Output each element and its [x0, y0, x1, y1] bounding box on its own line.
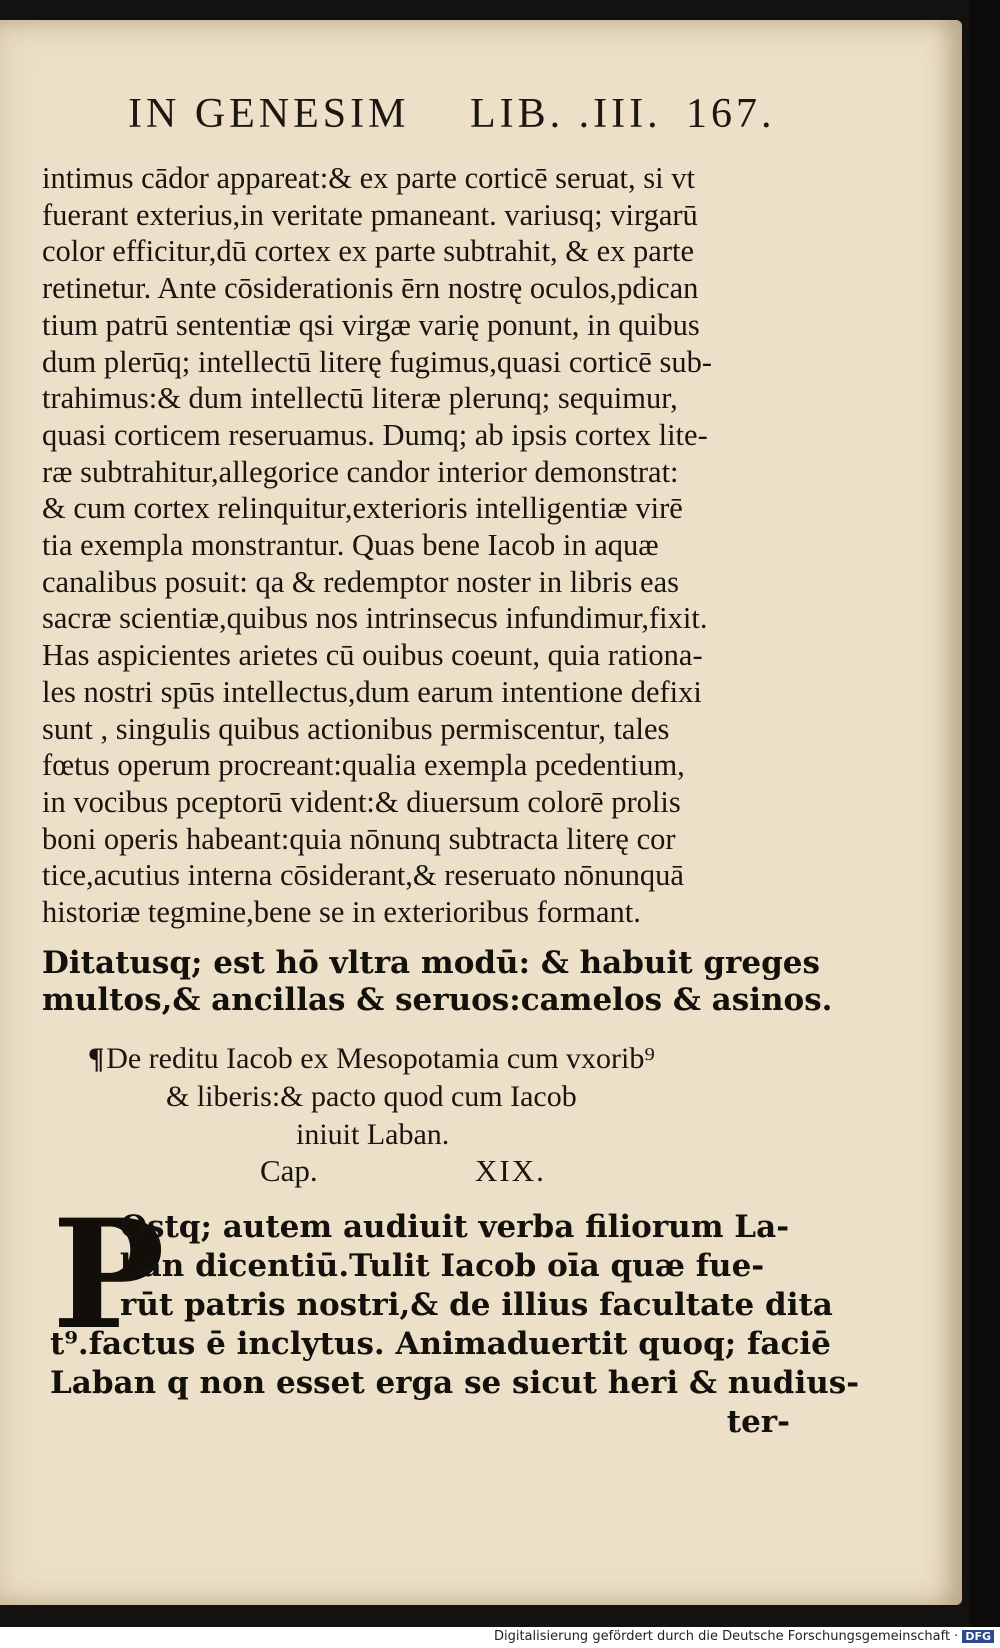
text-line: boni operis habeant:quia nōnunq subtracta literę cor: [42, 821, 676, 856]
text-line: tia exempla monstrantur. Quas bene Iacob in aquæ: [42, 528, 659, 563]
heading-line-3: iniuit Laban.: [296, 1118, 450, 1151]
text-line: les nostri spūs intellectus,dum earum intentione defixi: [42, 674, 702, 709]
digitization-credit: [494, 1629, 994, 1644]
pilcrow-icon: ¶: [88, 1042, 105, 1075]
verse-line: multos,& ancillas & seruos:camelos & asinos.: [42, 982, 833, 1018]
heading-text: De reditu Iacob ex Mesopotamia cum vxorib⁹: [106, 1042, 655, 1075]
text-line: tium patrū sententiæ qsi virgæ varię ponunt, in quibus: [42, 307, 700, 342]
heading-line-1: [88, 1040, 655, 1078]
text-line: sacræ scientiæ,quibus nos intrinsecus infundimur,fixit.: [42, 601, 708, 636]
text-line: in vocibus pceptorū vident:& diuersum colorē prolis: [42, 784, 681, 819]
credit-text: Digitalisierung gefördert durch die Deutsche Forschungsgemeinschaft ·: [493, 1629, 959, 1644]
chapter-numeral: XIX.: [475, 1153, 546, 1188]
text-line: Has aspicientes arietes cū ouibus coeunt, quia rationa-: [42, 638, 703, 673]
text-line: trahimus:& dum intellectū literæ plerunq; sequimur,: [42, 381, 678, 416]
running-head-book: LIB. .III.: [470, 91, 662, 137]
folio-number: 167.: [686, 91, 776, 137]
chapter-number: [260, 1153, 600, 1193]
text-line: fuerant exterius,in veritate pmaneant. variusq; virgarū: [42, 197, 698, 232]
chapter-text: [50, 1208, 860, 1442]
text-line: dum plerūq; intellectū literę fugimus,quasi corticē sub-: [42, 344, 712, 379]
drop-cap-initial: P: [52, 1187, 165, 1363]
blackletter-verse: [42, 945, 833, 1019]
text-line: color efficitur,dū cortex ex parte subtrahit, & ex parte: [42, 234, 695, 269]
chapter-line: ban dicentiū.Tulit Iacob oīa quæ fue-: [120, 1248, 765, 1284]
text-line: ræ subtrahitur,allegorice candor interior demonstrat:: [42, 454, 679, 489]
text-line: fœtus operum procreant:qualia exempla pcedentium,: [42, 748, 685, 783]
book-page: [0, 20, 962, 1605]
text-line: intimus cādor appareat:& ex parte corticē seruat, si vt: [42, 161, 695, 195]
text-line: historiæ tegmine,bene se in exterioribus formant.: [42, 895, 641, 930]
text-line: sunt , singulis quibus actionibus permiscentur, tales: [42, 711, 670, 746]
chapter-label: Cap.: [260, 1153, 318, 1188]
digitization-credit-bar: [0, 1627, 1000, 1648]
catchword: ter-: [726, 1404, 790, 1440]
heading-line-2: & liberis:& pacto quod cum Iacob: [166, 1080, 577, 1113]
chapter-line: rūt patris nostri,& de illius facultate dita: [120, 1287, 833, 1323]
book-spine-shadow: [970, 0, 1000, 1648]
running-head-title: IN GENESIM: [128, 91, 410, 137]
text-line: retinetur. Ante cōsiderationis ērn nostrę oculos,pdican: [42, 271, 699, 306]
verse-line: Ditatusq; est hō vltra modū: & habuit greges: [42, 945, 820, 981]
chapter-line: t⁹.factus ē inclytus. Animaduertit quoq; faciē: [50, 1326, 831, 1362]
text-line: & cum cortex relinquitur,exterioris intelligentiæ virē: [42, 491, 683, 526]
chapter-line: Ostq; autem audiuit verba filiorum La-: [120, 1209, 790, 1245]
commentary-text: [42, 160, 782, 931]
text-line: canalibus posuit: qa & redemptor noster in libris eas: [42, 564, 679, 599]
running-head: [128, 90, 788, 150]
text-line: quasi corticem reseruamus. Dumq; ab ipsis cortex lite-: [42, 417, 708, 452]
dfg-logo: DFG: [962, 1630, 994, 1643]
text-line: tice,acutius interna cōsiderant,& reseruato nōnunquā: [42, 858, 684, 893]
chapter-line: Laban q non esset erga se sicut heri & nudius-: [50, 1365, 860, 1401]
